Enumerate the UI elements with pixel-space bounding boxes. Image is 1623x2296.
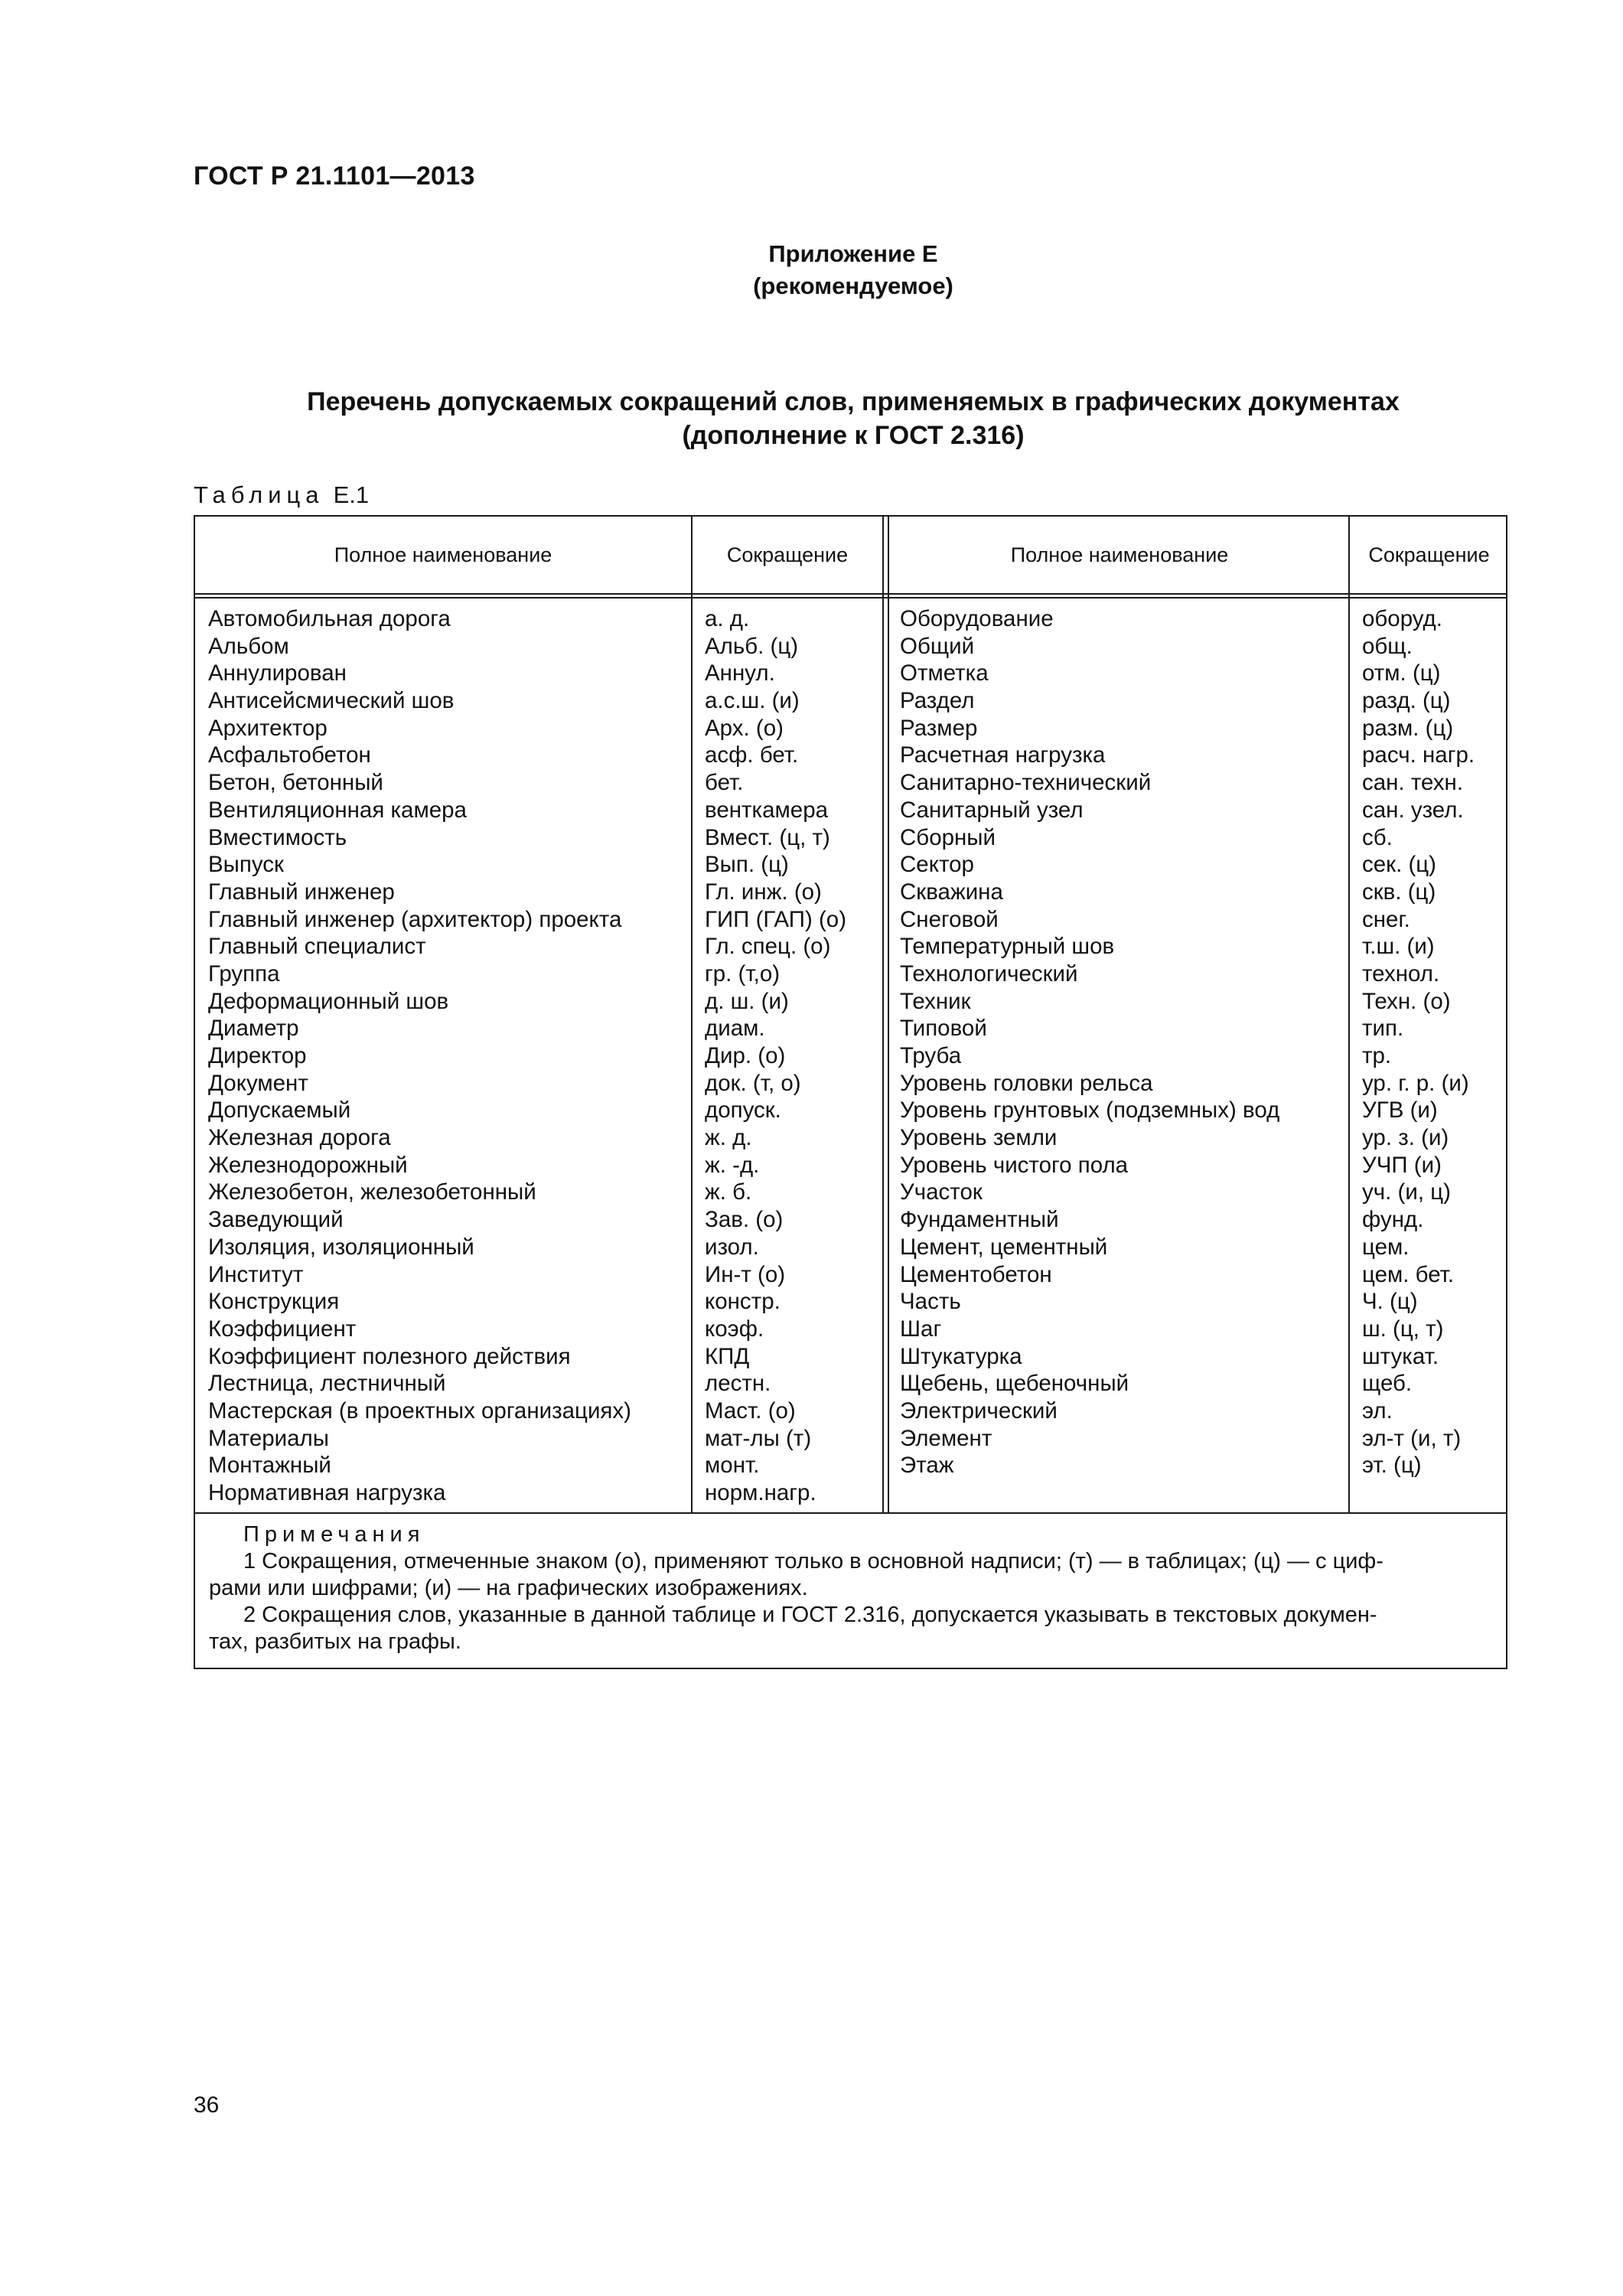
table-cell-full-name: Шаг <box>900 1316 942 1342</box>
document-title-line-2: (дополнение к ГОСТ 2.316) <box>682 421 1025 450</box>
table-cell-abbreviation: Альб. (ц) <box>705 633 799 659</box>
table-cell-abbreviation: сек. (ц) <box>1362 852 1436 878</box>
table-cell-full-name: Уровень грунтовых (подземных) вод <box>900 1097 1280 1124</box>
table-cell-abbreviation: ж. -д. <box>705 1152 760 1178</box>
table-cell-abbreviation: расч. нагр. <box>1362 742 1475 768</box>
table-cell-full-name: Главный инженер <box>208 879 395 905</box>
table-notes <box>195 1521 1509 1655</box>
table-cell-abbreviation: мат-лы (т) <box>705 1425 812 1451</box>
table-cell-full-name: Заведующий <box>208 1207 344 1233</box>
header-abbr-right: Сокращение <box>1368 543 1490 566</box>
table-cell-abbreviation: УГВ (и) <box>1362 1097 1438 1124</box>
table-cell-full-name: Железобетон, железобетонный <box>208 1179 536 1205</box>
table-cell-abbreviation: Ин-т (о) <box>705 1261 786 1287</box>
note-1-line-2: рами или шифрами; (и) — на графических изображениях. <box>209 1576 808 1600</box>
table-cell-full-name: Коэффициент полезного действия <box>208 1343 571 1369</box>
table-cell-abbreviation: разм. (ц) <box>1362 715 1454 741</box>
table-cell-full-name: Главный специалист <box>208 934 426 960</box>
table-cell-abbreviation: тип. <box>1362 1016 1404 1042</box>
table-cell-full-name: Температурный шов <box>900 934 1115 960</box>
table-cell-full-name: Диаметр <box>208 1016 299 1042</box>
table-cell-abbreviation: док. (т, о) <box>705 1070 801 1096</box>
table-cell-full-name: Вентиляционная камера <box>208 797 467 823</box>
table-cell-full-name: Бетон, бетонный <box>208 770 383 796</box>
table-cell-abbreviation: Маст. (о) <box>705 1397 796 1424</box>
table-cell-abbreviation: коэф. <box>705 1316 764 1342</box>
table-cell-abbreviation: разд. (ц) <box>1362 688 1451 714</box>
table-cell-abbreviation: штукат. <box>1362 1343 1439 1369</box>
table-cell-full-name: Группа <box>208 960 280 987</box>
column-divider <box>882 517 884 1514</box>
table-cell-full-name: Размер <box>900 715 978 741</box>
table-cell-full-name: Раздел <box>900 688 975 714</box>
note-1-line-1: 1 Сокращения, отмеченные знаком (о), применяют только в основной надписи; (т) — в таблицах; (ц) — с циф- <box>243 1549 1383 1574</box>
table-cell-abbreviation: оборуд. <box>1362 606 1442 631</box>
table-cell-abbreviation: УЧП (и) <box>1362 1152 1442 1178</box>
table-cell-abbreviation: эл. <box>1362 1397 1393 1424</box>
table-cell-full-name: Сектор <box>900 852 974 878</box>
table-cell-full-name: Железная дорога <box>208 1125 391 1151</box>
table-cell-full-name: Альбом <box>208 633 289 659</box>
table-cell-full-name: Лестница, лестничный <box>208 1371 446 1397</box>
table-cell-abbreviation: отм. (ц) <box>1362 660 1441 687</box>
table-cell-full-name: Цемент, цементный <box>900 1234 1108 1260</box>
table-cell-abbreviation: скв. (ц) <box>1362 879 1436 905</box>
table-cell-abbreviation: Арх. (о) <box>705 715 784 741</box>
table-cell-full-name: Институт <box>208 1261 304 1287</box>
table-cell-full-name: Материалы <box>208 1425 329 1451</box>
table-cell-abbreviation: асф. бет. <box>705 742 799 768</box>
table-cell-abbreviation: щеб. <box>1362 1371 1413 1397</box>
table-cell-abbreviation: диам. <box>705 1016 765 1042</box>
table-cell-full-name: Санитарно-технический <box>900 770 1152 796</box>
column-divider <box>691 517 693 1514</box>
table-cell-full-name: Фундаментный <box>900 1207 1059 1233</box>
table-cell-abbreviation: ж. д. <box>705 1125 752 1151</box>
column-left-abbreviations <box>705 605 846 1507</box>
table-cell-full-name: Автомобильная дорога <box>208 606 451 631</box>
column-right-full-names <box>900 605 1279 1479</box>
table-cell-abbreviation: лестн. <box>705 1371 771 1397</box>
table-cell-full-name: Штукатурка <box>900 1343 1022 1369</box>
table-cell-full-name: Расчетная нагрузка <box>900 742 1106 768</box>
table-cell-abbreviation: ж. б. <box>705 1179 752 1205</box>
table-cell-full-name: Асфальтобетон <box>208 742 371 768</box>
table-caption-number: Е.1 <box>333 481 370 508</box>
table-cell-abbreviation: общ. <box>1362 633 1413 659</box>
table-cell-abbreviation: ур. з. (и) <box>1362 1125 1449 1151</box>
table-cell-full-name: Архитектор <box>208 715 328 741</box>
table-cell-full-name: Документ <box>208 1070 308 1096</box>
table-cell-full-name: Конструкция <box>208 1289 340 1315</box>
table-caption-label: Таблица <box>194 481 324 508</box>
table-cell-full-name: Общий <box>900 633 975 659</box>
table-cell-full-name: Оборудование <box>900 606 1054 631</box>
table-cell-full-name: Деформационный шов <box>208 988 449 1014</box>
table-cell-abbreviation: д. ш. (и) <box>705 988 789 1014</box>
table-cell-abbreviation: ГИП (ГАП) (о) <box>705 906 847 932</box>
column-divider <box>1348 517 1350 1514</box>
table-cell-full-name: Нормативная нагрузка <box>208 1480 446 1505</box>
document-title-line-1: Перечень допускаемых сокращений слов, применяемых в графических документах <box>307 387 1400 416</box>
table-cell-full-name: Сборный <box>900 824 996 850</box>
table-cell-abbreviation: Аннул. <box>705 660 775 687</box>
note-2-line-1: 2 Сокращения слов, указанные в данной таблице и ГОСТ 2.316, допускается указывать в текстовых докумен- <box>243 1603 1377 1627</box>
table-cell-abbreviation: эл-т (и, т) <box>1362 1425 1462 1451</box>
header-abbr-left: Сокращение <box>726 543 849 566</box>
table-cell-abbreviation: Вып. (ц) <box>705 852 789 878</box>
table-cell-full-name: Допускаемый <box>208 1097 351 1124</box>
notes-title: Примечания <box>243 1522 425 1547</box>
table-cell-abbreviation: цем. бет. <box>1362 1261 1455 1287</box>
table-cell-abbreviation: фунд. <box>1362 1207 1424 1233</box>
header-divider <box>195 593 1506 598</box>
table-cell-abbreviation: Техн. (о) <box>1362 988 1451 1014</box>
standard-designation: ГОСТ Р 21.1101—2013 <box>194 161 475 191</box>
table-cell-full-name: Вместимость <box>208 824 347 850</box>
table-cell-full-name: Техник <box>900 988 971 1014</box>
table-cell-abbreviation: сб. <box>1362 824 1393 850</box>
table-cell-abbreviation: снег. <box>1362 906 1410 932</box>
table-cell-abbreviation: гр. (т,о) <box>705 960 781 987</box>
header-full-name-left: Полное наименование <box>334 543 552 566</box>
table-cell-full-name: Скважина <box>900 879 1003 905</box>
table-cell-full-name: Технологический <box>900 960 1078 987</box>
abbreviations-table <box>194 515 1507 1669</box>
table-cell-full-name: Электрический <box>900 1397 1058 1424</box>
table-cell-abbreviation: изол. <box>705 1234 759 1260</box>
table-cell-abbreviation: а.с.ш. (и) <box>705 688 800 714</box>
table-cell-abbreviation: уч. (и, ц) <box>1362 1179 1451 1205</box>
table-cell-abbreviation: Вмест. (ц, т) <box>705 824 830 850</box>
table-cell-abbreviation: Ч. (ц) <box>1362 1289 1418 1315</box>
table-cell-full-name: Часть <box>900 1289 961 1315</box>
column-divider <box>888 517 889 1514</box>
table-cell-full-name: Аннулирован <box>208 660 347 687</box>
table-cell-full-name: Изоляция, изоляционный <box>208 1234 474 1260</box>
table-cell-abbreviation: тр. <box>1362 1043 1392 1068</box>
table-cell-full-name: Этаж <box>900 1453 954 1479</box>
table-cell-abbreviation: Зав. (о) <box>705 1207 784 1233</box>
table-cell-abbreviation: т.ш. (и) <box>1362 934 1435 960</box>
note-2-line-2: тах, разбитых на графы. <box>209 1629 461 1654</box>
document-title <box>0 385 1623 452</box>
table-cell-full-name: Отметка <box>900 660 989 687</box>
table-cell-abbreviation: констр. <box>705 1289 781 1315</box>
table-cell-full-name: Щебень, щебеночный <box>900 1371 1129 1397</box>
table-cell-abbreviation: бет. <box>705 770 744 796</box>
table-cell-abbreviation: эт. (ц) <box>1362 1453 1422 1479</box>
appendix-title: Приложение Е <box>768 240 938 267</box>
table-cell-full-name: Снеговой <box>900 906 999 932</box>
table-cell-full-name: Монтажный <box>208 1453 331 1479</box>
table-cell-full-name: Мастерская (в проектных организациях) <box>208 1397 631 1424</box>
table-cell-full-name: Уровень земли <box>900 1125 1058 1151</box>
table-cell-abbreviation: а. д. <box>705 606 750 631</box>
table-cell-abbreviation: Гл. спец. (о) <box>705 934 831 960</box>
table-cell-full-name: Санитарный узел <box>900 797 1084 823</box>
table-cell-abbreviation: допуск. <box>705 1097 781 1124</box>
table-cell-full-name: Железнодорожный <box>208 1152 408 1178</box>
appendix-status: (рекомендуемое) <box>753 272 953 299</box>
table-cell-full-name: Выпуск <box>208 852 284 878</box>
table-cell-abbreviation: ур. г. р. (и) <box>1362 1070 1469 1096</box>
table-cell-full-name: Антисейсмический шов <box>208 688 455 714</box>
header-full-name-right: Полное наименование <box>1010 543 1229 566</box>
table-cell-full-name: Элемент <box>900 1425 992 1451</box>
table-cell-full-name: Директор <box>208 1043 307 1068</box>
table-cell-abbreviation: венткамера <box>705 797 829 823</box>
table-caption <box>194 481 369 509</box>
table-cell-abbreviation: монт. <box>705 1453 760 1479</box>
table-cell-full-name: Уровень головки рельса <box>900 1070 1153 1096</box>
notes-divider <box>195 1512 1506 1514</box>
table-cell-full-name: Труба <box>900 1043 962 1068</box>
table-cell-full-name: Участок <box>900 1179 983 1205</box>
table-cell-abbreviation: цем. <box>1362 1234 1410 1260</box>
column-left-full-names <box>208 605 631 1507</box>
table-cell-abbreviation: ш. (ц, т) <box>1362 1316 1444 1342</box>
table-cell-full-name: Типовой <box>900 1016 987 1042</box>
table-cell-abbreviation: норм.нагр. <box>705 1480 816 1505</box>
table-cell-abbreviation: технол. <box>1362 960 1440 987</box>
table-cell-abbreviation: Дир. (о) <box>705 1043 786 1068</box>
appendix-heading <box>0 238 1623 302</box>
table-cell-abbreviation: сан. техн. <box>1362 770 1464 796</box>
table-cell-abbreviation: сан. узел. <box>1362 797 1464 823</box>
table-cell-full-name: Цементобетон <box>900 1261 1052 1287</box>
table-cell-full-name: Коэффициент <box>208 1316 357 1342</box>
table-cell-full-name: Главный инженер (архитектор) проекта <box>208 906 622 932</box>
table-cell-full-name: Уровень чистого пола <box>900 1152 1129 1178</box>
page-number: 36 <box>194 2092 220 2118</box>
column-right-abbreviations <box>1362 605 1475 1479</box>
table-cell-abbreviation: КПД <box>705 1343 750 1369</box>
table-cell-abbreviation: Гл. инж. (о) <box>705 879 822 905</box>
